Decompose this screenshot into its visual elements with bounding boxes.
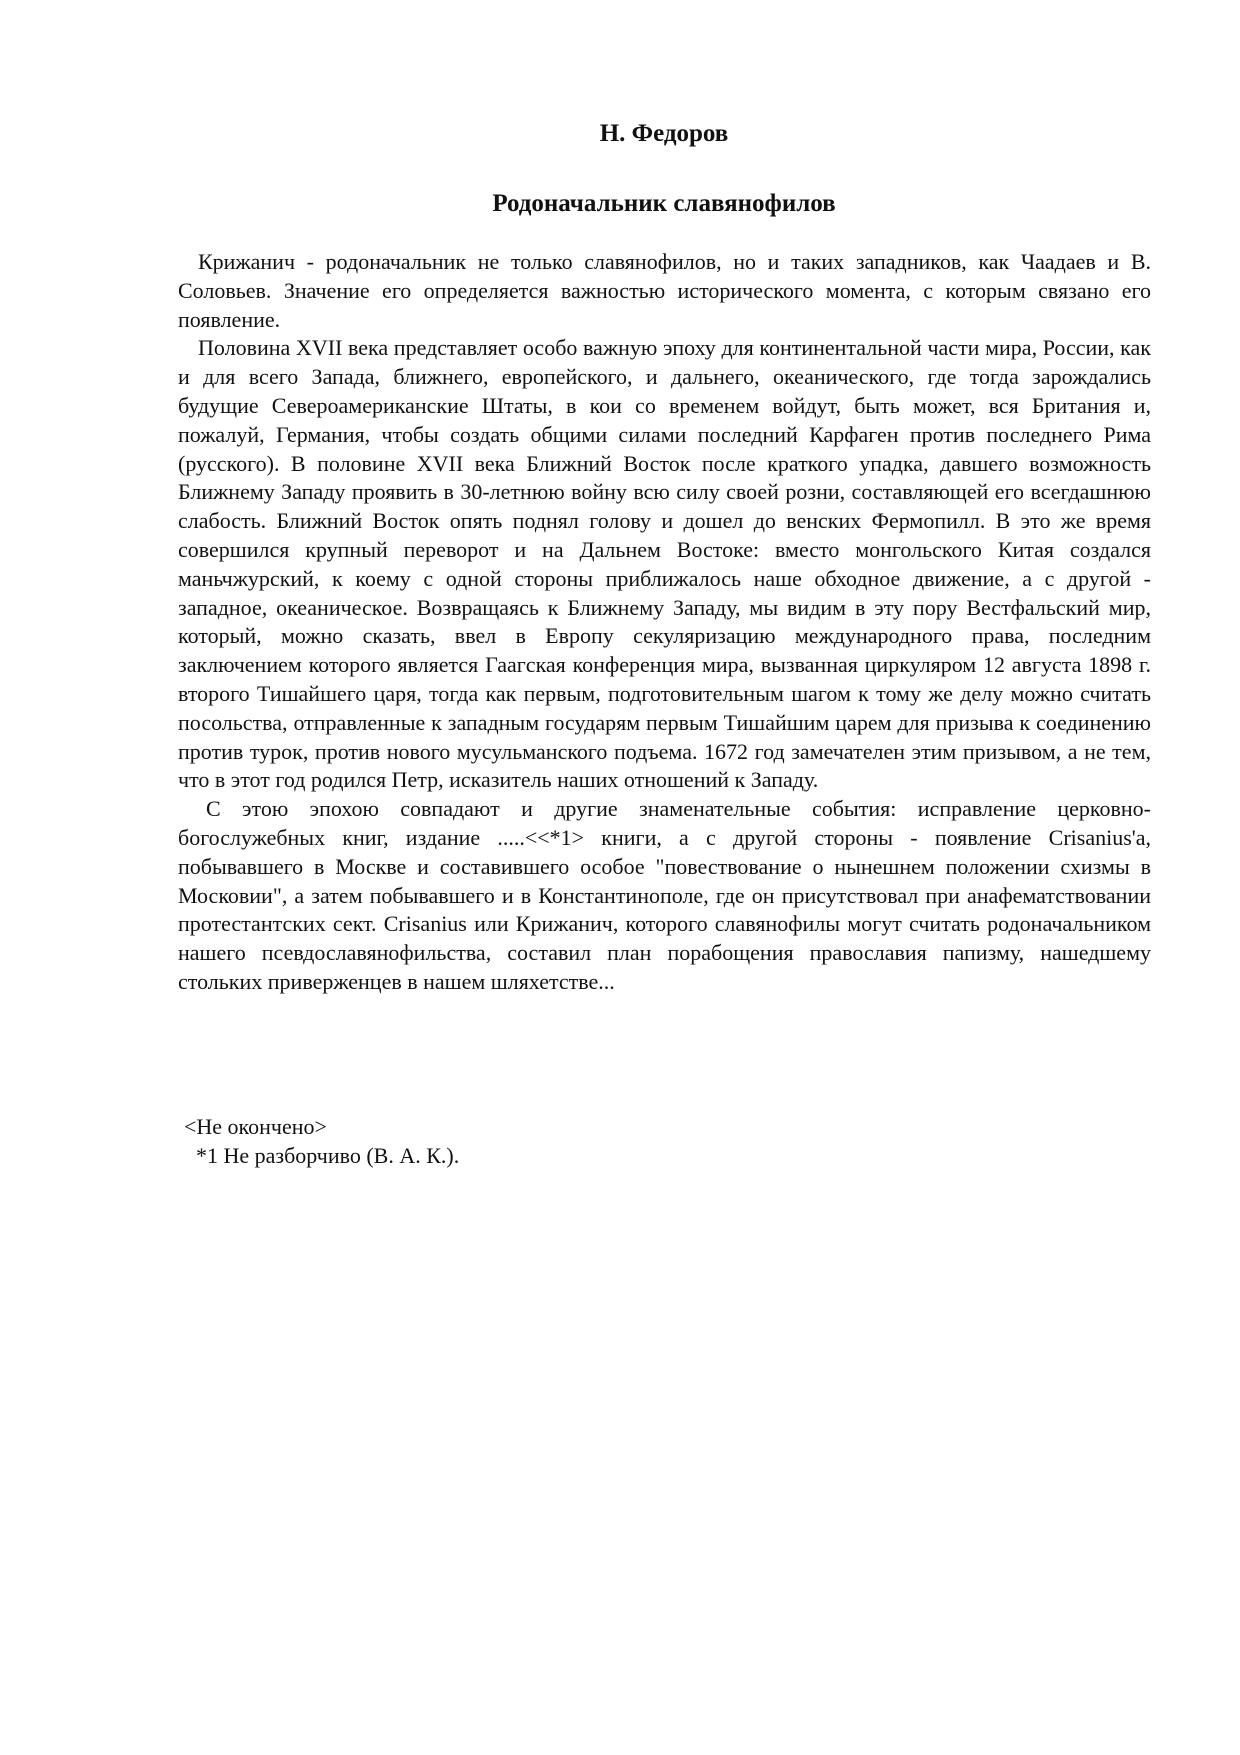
notes-block [184,1112,459,1170]
author-name: Н. Федоров [599,120,729,147]
paragraph-3: С этою эпохою совпадают и другие знаменательные события: исправление церковно-богослужебных книг, издание .....<<*1> книги, а с другой стороны - появление Crisanius'а, побывавшего в Москве и составившего особое "повествование о нынешнем положении схизмы в Московии", а затем побывавшего и в Константинополе, где он присутствовал при анафематствовании протестантских сект. Crisanius или Крижанич, которого славянофилы могут считать родоначальником нашего псевдославянофильства, составил план порабощения православия папизму, нашедшему стольких приверженцев в нашем шляхетстве... [178,796,1151,994]
paragraph-1: Крижанич - родоначальник не только славянофилов, но и таких западников, как Чаадаев и В. Соловьев. Значение его определяется важностью исторического момента, с которым связано его появление. [178,249,1151,332]
document-title: Родоначальник славянофилов [492,190,836,217]
paragraph-2: Половина XVII века представляет особо важную эпоху для континентальной части мира, России, как и для всего Запада, ближнего, европейского, и дальнего, океанического, где тогда зарождались будущие Североамериканские Штаты, в кои со временем войдут, быть может, вся Британия и, пожалуй, Германия, чтобы создать общими силами последний Карфаген против последнего Рима (русского). В половине XVII века Ближний Восток после краткого упадка, давшего возможность Ближнему Западу проявить в 30-летнюю войну всю силу своей розни, составляющей его всегдашнюю слабость. Ближний Восток опять поднял голову и дошел до венских Фермопилл. В это же время совершился крупный переворот и на Дальнем Востоке: вместо монгольского Китая создался маньчжурский, к коему с одной стороны приближалось наше обходное движение, а с другой - западное, океаническое. Возвращаясь к Ближнему Западу, мы видим в эту пору Вестфальский мир, который, можно сказать, ввел в Европу секуляризацию международного права, последним заключением которого является Гаагская конференция мира, вызванная циркуляром 12 августа 1898 г. второго Тишайшего царя, тогда как первым, подготовительным шагом к тому же делу можно считать посольства, отправленные к западным государям первым Тишайшим царем для призыва к соединению против турок, против нового мусульманского подъема. 1672 год замечателен этим призывом, а не тем, что в этот год родился Петр, исказитель наших отношений к Западу. [178,335,1151,793]
footnote: *1 Не разборчиво (В. А. К.). [196,1143,460,1168]
unfinished-note: <Не окончено> [184,1114,327,1139]
body-text [178,248,1151,997]
